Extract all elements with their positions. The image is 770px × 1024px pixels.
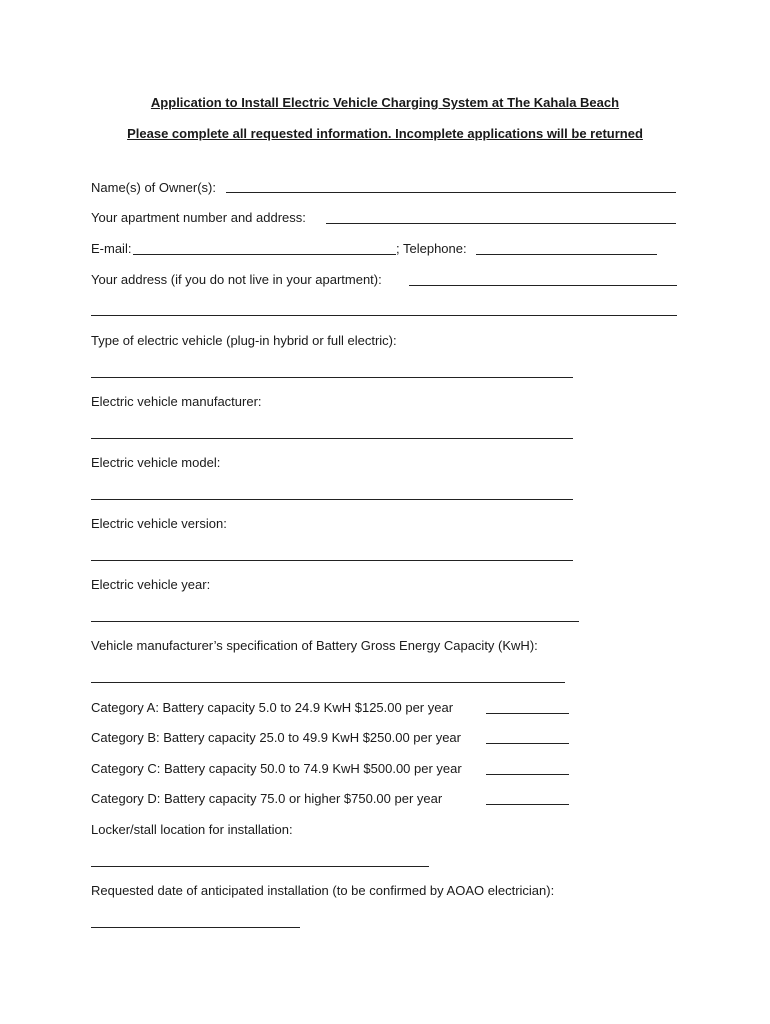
version-label: Electric vehicle version: <box>91 516 227 531</box>
category-b-label: Category B: Battery capacity 25.0 to 49.9 KwH $250.00 per year <box>91 730 461 745</box>
year-label: Electric vehicle year: <box>91 577 211 592</box>
manufacturer-field[interactable] <box>91 438 573 439</box>
category-b-field[interactable] <box>486 743 569 744</box>
form-instructions: Please complete all requested information. Incomplete applications will be returned <box>127 126 643 141</box>
vehicle-type-label: Type of electric vehicle (plug-in hybrid or full electric): <box>91 333 397 348</box>
version-field[interactable] <box>91 560 573 561</box>
manufacturer-label: Electric vehicle manufacturer: <box>91 394 262 409</box>
category-c-label: Category C: Battery capacity 50.0 to 74.9 KwH $500.00 per year <box>91 761 462 776</box>
telephone-label: ; Telephone: <box>396 241 467 256</box>
category-c-field[interactable] <box>486 774 569 775</box>
apartment-label: Your apartment number and address: <box>91 210 306 225</box>
owner-names-label: Name(s) of Owner(s): <box>91 180 216 195</box>
install-date-label: Requested date of anticipated installation (to be confirmed by AOAO electrician): <box>91 883 555 898</box>
category-a-field[interactable] <box>486 713 569 714</box>
category-d-field[interactable] <box>486 804 569 805</box>
form-title: Application to Install Electric Vehicle Charging System at The Kahala Beach <box>150 95 620 110</box>
locker-field[interactable] <box>91 866 429 867</box>
locker-label: Locker/stall location for installation: <box>91 822 293 837</box>
address-label: Your address (if you do not live in your apartment): <box>91 272 382 287</box>
battery-spec-field[interactable] <box>91 682 565 683</box>
year-field[interactable] <box>91 621 579 622</box>
vehicle-type-field[interactable] <box>91 377 573 378</box>
address-field-line-2[interactable] <box>91 315 677 316</box>
category-a-label: Category A: Battery capacity 5.0 to 24.9 KwH $125.00 per year <box>91 700 454 715</box>
model-field[interactable] <box>91 499 573 500</box>
model-label: Electric vehicle model: <box>91 455 221 470</box>
apartment-field[interactable] <box>326 223 676 224</box>
address-field[interactable] <box>409 285 677 286</box>
battery-spec-label: Vehicle manufacturer’s specification of Battery Gross Energy Capacity (KwH): <box>91 638 538 653</box>
owner-names-field[interactable] <box>226 192 676 193</box>
telephone-field[interactable] <box>476 254 657 255</box>
email-field[interactable] <box>133 254 396 255</box>
email-label: E-mail: <box>91 241 132 256</box>
category-d-label: Category D: Battery capacity 75.0 or higher $750.00 per year <box>91 791 443 806</box>
install-date-field[interactable] <box>91 927 300 928</box>
